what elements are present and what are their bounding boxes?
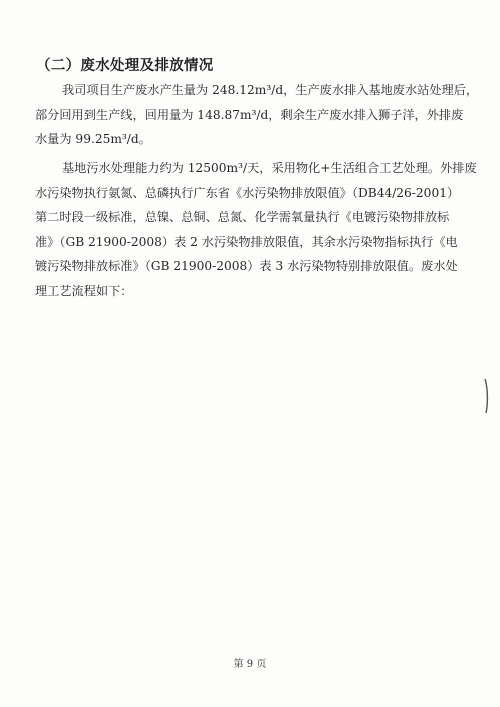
paragraph-line: 理工艺流程如下：: [35, 283, 133, 298]
paragraph-line: 部分回用到生产线，回用量为 148.87m³/d，剩余生产废水排入狮子洋，外排废: [35, 107, 464, 122]
section-heading: （二）废水处理及排放情况: [36, 58, 214, 74]
paragraph-line: 我司项目生产废水产生量为 248.12m³/d，生产废水排入基地废水站处理后，: [62, 83, 479, 97]
paragraph-line: 基地污水处理能力约为 12500m³/天，采用物化+生活组合工艺处理。外排废: [62, 161, 477, 175]
scan-edge-mark: [484, 378, 490, 414]
paragraph-line: 水污染物执行氨氮、总磷执行广东省《水污染物排放限值》（DB44/26-2001）: [35, 185, 460, 200]
paragraph-line: 准》（GB 21900-2008）表 2 水污染物排放限值，其余水污染物指标执行《电: [35, 234, 458, 249]
paragraph-line: 水量为 99.25m³/d。: [35, 132, 151, 146]
paragraph-wastewater-volume: [35, 78, 479, 152]
page-number: 第 9 页: [233, 659, 267, 670]
paragraph-treatment-standards: [35, 156, 477, 303]
paragraph-line: 镀污染物排放标准》（GB 21900-2008）表 3 水污染物特别排放限值。废水处: [35, 259, 458, 273]
paragraph-line: 第二时段一级标准，总镍、总铜、总氮、化学需氧量执行《电镀污染物排放标: [35, 210, 450, 224]
